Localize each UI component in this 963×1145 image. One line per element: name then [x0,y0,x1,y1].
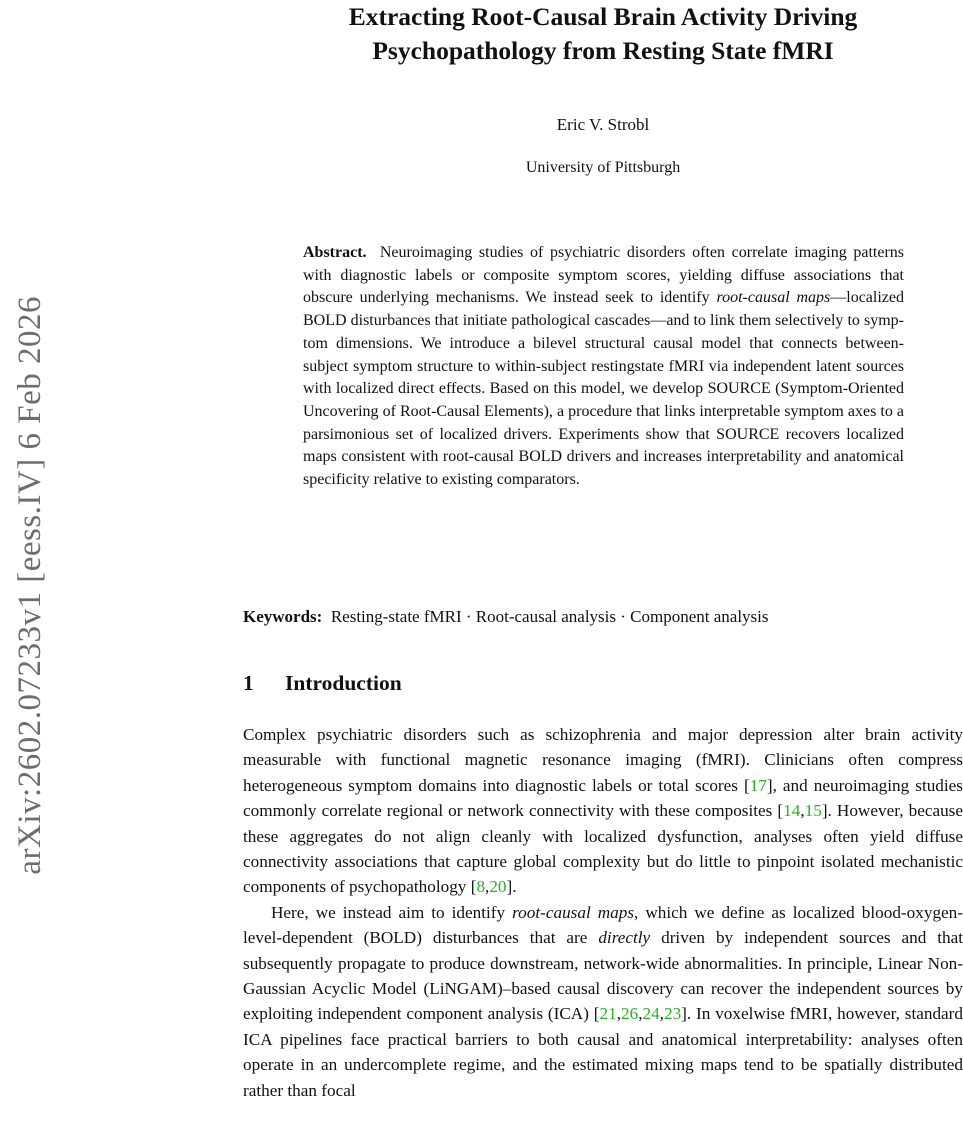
abstract-label: Abstract. [303,244,367,261]
p2-text-2: , which we define as localized blood-oxygen-level-dependent (BOLD) disturbances that are [243,902,963,948]
citation-14[interactable]: 14 [783,801,801,821]
citation-17[interactable]: 17 [749,775,767,795]
author-affiliation: University of Pittsburgh [525,159,681,176]
title-line-1: Extracting Root-Causal Brain Activity Driving [348,2,858,31]
citation-8[interactable]: 8 [476,877,486,897]
paragraph-1: Complex psychiatric disorders such as schizophrenia and major depression alter brain activity measurable with functional magnetic resonance imaging (fMRI). Clinicians often compress heterogeneous symptom domains into diagnostic labels or total scores [17], and neuroimaging studies commonly correlate regional or network connectivity with these composites [14,15]. However, because these aggregates do not align cleanly with localized dysfunction, analyses often yield diffuse connectivity associations that capture global complexity but do little to pinpoint isolated mechanistic components of psychopathology [8,20]. [243,725,963,897]
p2-text-1: Here, we instead aim to identify [271,902,513,922]
title-line-2: Psychopathology from Resting State fMRI [372,36,834,65]
section-title: Introduction [285,671,402,695]
arxiv-side-label [0,220,60,950]
p1-text-2: ], and neuroimaging studies commonly correlate regional or network connectivity with these composites [ [243,775,963,821]
abstract-emphasis: root-causal maps [716,289,831,307]
citation-15[interactable]: 15 [804,801,822,821]
citation-21[interactable]: 21 [599,1004,617,1024]
abstract-text-1: Neuroimaging studies of psychiatric disorders often correlate imaging patterns with diagnostic labels or composite symptom scores, yielding diffuse associations that obscure underlying mechanisms. We instead seek to identify [303,244,904,307]
section-number: 1 [243,671,254,695]
p1-text-3: ]. However, because these aggregates do not align cleanly with localized dysfunction, analyses often yield diffuse connectivity associations that capture global complexity but do little to pinpoint isolated mechanistic components of psychopathology [ [243,801,963,897]
keywords-label: Keywords: [243,607,323,626]
introduction-body [243,722,963,1103]
section-heading [243,669,402,697]
paper-title [243,0,963,68]
p2-emphasis-2: directly [598,928,651,948]
arxiv-identifier: arXiv:2602.07233v1 [eess.IV] 6 Feb 2026 [11,295,48,875]
abstract [303,242,904,492]
paragraph-2: Here, we instead aim to identify root-causal maps, which we define as localized blood-oxygen-level-dependent (BOLD) disturbances that are directly driven by independent sources and that subsequently propagate to produce downstream, network-wide abnormalities. In principle, Linear Non-Gaussian Acyclic Model (LiNGAM)–based causal discovery can recover the independent sources by exploiting independent component analysis (ICA) [21,26,24,23]. In voxelwise fMRI, however, standard ICA pipelines face practical barriers to both causal and anatomical interpretability: analyses often operate in an undercomplete regime, and the estimated mixing maps tend to be spatially distributed rather than focal [243,902,963,1100]
citation-20[interactable]: 20 [489,877,507,897]
p1-text-1: Complex psychiatric disorders such as schizophrenia and major depression alter brain activity measurable with functional magnetic resonance imaging (fMRI). Clinicians often compress heterogeneous symptom domains into diagnostic labels or total scores [ [243,725,963,795]
p2-emphasis-1: root-causal maps [512,902,635,922]
keywords-list: Resting-state fMRI · Root-causal analysis · Component analysis [330,607,769,626]
citation-26[interactable]: 26 [621,1004,639,1024]
citation-24[interactable]: 24 [642,1004,660,1024]
keywords [243,605,963,629]
author-name: Eric V. Strobl [556,115,650,134]
p1-text-4: ]. [506,877,517,897]
abstract-text-2: —localized BOLD disturbances that initiate pathological cascades—and to link them selectively to symptom dimensions. We introduce a bilevel structural causal model that connects between-subject symptom structure to within-subject restingstate fMRI via independent latent sources with localized direct effects. Based on this model, we develop SOURCE (Symptom-Oriented Uncovering of Root-Causal Elements), a procedure that links interpretable symptom axes to a parsimonious set of localized drivers. Experiments show that SOURCE recovers localized maps consistent with root-causal BOLD drivers and increases interpretability and anatomical specificity relative to existing comparators. [303,289,904,489]
citation-23[interactable]: 23 [663,1004,682,1024]
p2-text-3: driven by independent sources and that subsequently propagate to produce downstream, network-wide abnormalities. In principle, Linear Non-Gaussian Acyclic Model (LiNGAM)–based causal discovery can recover the independent sources by exploiting independent component analysis (ICA) [ [243,928,963,1024]
p2-text-4: ]. In voxelwise fMRI, however, standard ICA pipelines face practical barriers to both causal and anatomical interpretability: analyses often operate in an undercomplete regime, and the estimated mixing maps tend to be spatially distributed rather than focal [243,1004,963,1100]
